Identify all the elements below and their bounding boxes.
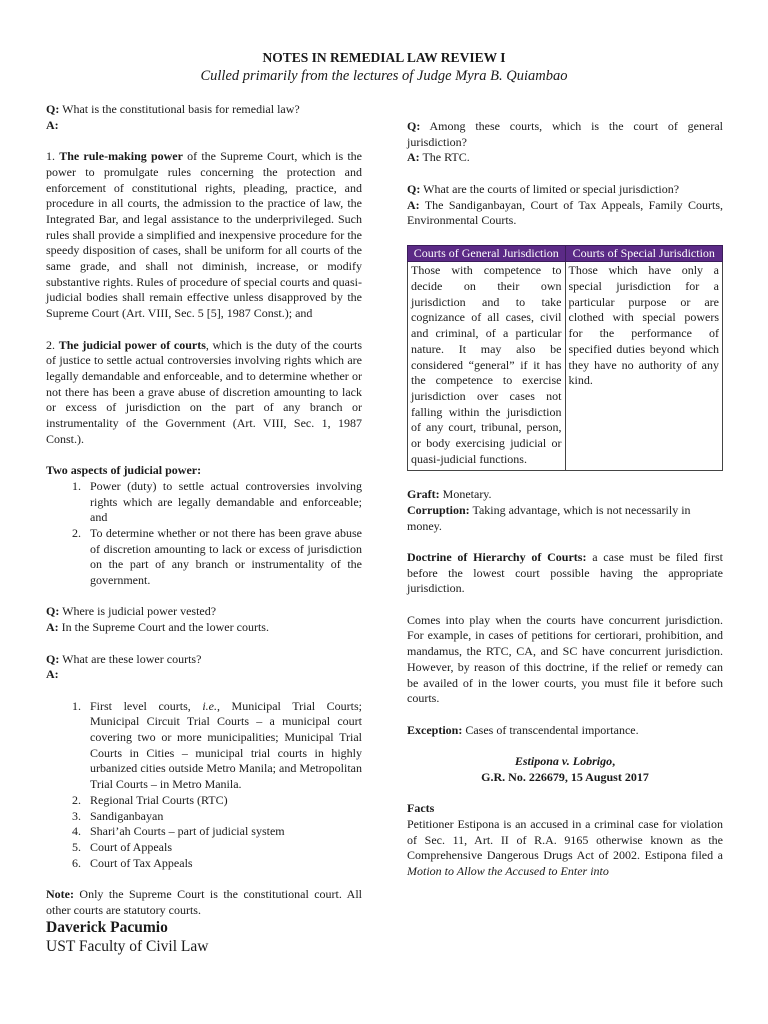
document-subtitle: Culled primarily from the lectures of Judge Myra B. Quiambao bbox=[200, 68, 568, 84]
table-header-general: Courts of General Jurisdiction bbox=[408, 245, 566, 262]
concurrent-jurisdiction-paragraph: Comes into play when the courts have concurrent jurisdiction. For example, in cases of petitions for certiorari, prohibition, and mandamus, the RTC, CA, and SC have concurrent jurisdiction. However, by reason of this doctrine, if the relief or remedy can be availed of in the lower courts, you must file it before such courts. bbox=[407, 612, 723, 706]
question-constitutional-basis: Q: What is the constitutional basis for remedial law? bbox=[46, 102, 300, 116]
question-special-jurisdiction: Q: What are the courts of limited or special jurisdiction? bbox=[407, 181, 680, 196]
author-name: Daverick Pacumio bbox=[46, 919, 168, 937]
list-item: 1. Power (duty) to settle actual controversies involving rights which are legally demandable and enforceable; and bbox=[72, 478, 362, 525]
judicial-power-paragraph: 2. The judicial power of courts, which is the duty of the courts of justice to settle actual controversies involving rights which are legally demandable and enforceable, and to determine whether or not there has been a grave abuse of discretion amounting to lack or excess of jurisdiction on the part of any branch or instrumentality of the Government (Art. VIII, Sec. 1, 1987 Const.). bbox=[46, 337, 362, 446]
author-school: UST Faculty of Civil Law bbox=[46, 938, 209, 956]
left-column bbox=[46, 102, 362, 956]
list-item: 5. Court of Appeals bbox=[72, 839, 172, 854]
document-title: NOTES IN REMEDIAL LAW REVIEW I bbox=[262, 50, 506, 65]
question-judicial-power-vested: Q: Where is judicial power vested? bbox=[46, 604, 217, 619]
answer-general-jurisdiction: A: The RTC. bbox=[407, 150, 470, 165]
question-lower-courts: Q: What are these lower courts? bbox=[46, 651, 202, 666]
answer-label: A: bbox=[46, 667, 59, 682]
lower-courts-list bbox=[46, 699, 362, 872]
question-general-jurisdiction: Q: Among these courts, which is the court of general jurisdiction? bbox=[407, 119, 723, 149]
doctrine-hierarchy-of-courts: Doctrine of Hierarchy of Courts: a case must be filed first before the lowest court possible having the appropriate jurisdiction. bbox=[407, 549, 723, 596]
exception-line: Exception: Cases of transcendental importance. bbox=[407, 722, 639, 737]
corruption-definition: Corruption: Taking advantage, which is not necessarily in money. bbox=[407, 502, 691, 533]
table-cell-special: Those which have only a special jurisdiction for a particular purpose or are clothed with special powers for the performance of specified duties beyond which they have no authority of any kind. bbox=[565, 262, 723, 471]
case-title: Estipona v. Lobrigo, bbox=[514, 754, 616, 769]
table-header-special: Courts of Special Jurisdiction bbox=[565, 245, 723, 262]
table-cell-general: Those with competence to decide on their own jurisdiction and to take cognizance of all cases, civil and criminal, of a particular nature. It may also be considered “general” if it has the competence to exercise jurisdiction over cases not falling within the jurisdiction of any court, tribunal, person, or body exercising judicial or quasi-judicial functions. bbox=[408, 262, 566, 471]
rule-making-power-paragraph: 1. The rule-making power of the Supreme Court, which is the power to promulgate rules concerning the protection and enforcement of constitutional rights, pleading, practice, and procedure in all courts, the admission to the practice of law, the Integrated Bar, and legal assistance to the underprivileged. Such rules shall provide a simplified and inexpensive procedure for the speedy disposition of cases, shall be uniform for all courts of the same grade, and shall not diminish, increase, or modify substantive rights. Rules of procedure of special courts and quasi- judicial bodies shall remain effective unless disapproved by the Supreme Court (Art. VIII, Sec. 5 [5], 1987 Const.); and bbox=[46, 149, 362, 321]
list-item: 2. To determine whether or not there has been grave abuse of discretion amounting to lack or excess of jurisdiction on the part of any branch or instrumentality of the government. bbox=[72, 525, 362, 588]
list-item: 1. First level courts, i.e., Municipal Trial Courts; Municipal Circuit Trial Courts – a municipal court covering two or more municipalities; Municipal Trial Courts in Cities – municipal trial courts in highly urbanized cities outside Metro Manila; and Metropolitan Trial Courts – in Metro Manila. bbox=[72, 698, 363, 792]
aspects-heading: Two aspects of judicial power: bbox=[46, 463, 202, 478]
list-item: 3. Sandiganbayan bbox=[72, 808, 164, 823]
answer-special-jurisdiction: A: The Sandiganbayan, Court of Tax Appeals, Family Courts, Environmental Courts. bbox=[407, 197, 723, 228]
document-header bbox=[0, 49, 768, 86]
graft-definition: Graft: Monetary. bbox=[407, 487, 492, 502]
list-item: 4. Shari’ah Courts – part of judicial system bbox=[72, 824, 285, 839]
facts-paragraph: Petitioner Estipona is an accused in a criminal case for violation of Sec. 11, Art. II of R.A. 9165 otherwise known as the Comprehensive Dangerous Drugs Act of 2002. Estipona filed a Motion to Allow the Accused to Enter into bbox=[407, 816, 723, 878]
jurisdiction-table bbox=[407, 245, 723, 472]
note-constitutional-court: Note: Only the Supreme Court is the constitutional court. All other courts are statutory courts. bbox=[46, 887, 362, 917]
case-gr-number: G.R. No. 226679, 15 August 2017 bbox=[481, 769, 649, 784]
aspects-list bbox=[46, 479, 362, 589]
list-item: 2. Regional Trial Courts (RTC) bbox=[72, 792, 228, 807]
answer-label: A: bbox=[46, 117, 59, 132]
author-block bbox=[46, 918, 362, 956]
facts-heading: Facts bbox=[407, 801, 435, 816]
list-item: 6. Court of Tax Appeals bbox=[72, 855, 193, 870]
right-column bbox=[407, 119, 723, 880]
answer-judicial-power-vested: A: In the Supreme Court and the lower courts. bbox=[46, 620, 269, 635]
